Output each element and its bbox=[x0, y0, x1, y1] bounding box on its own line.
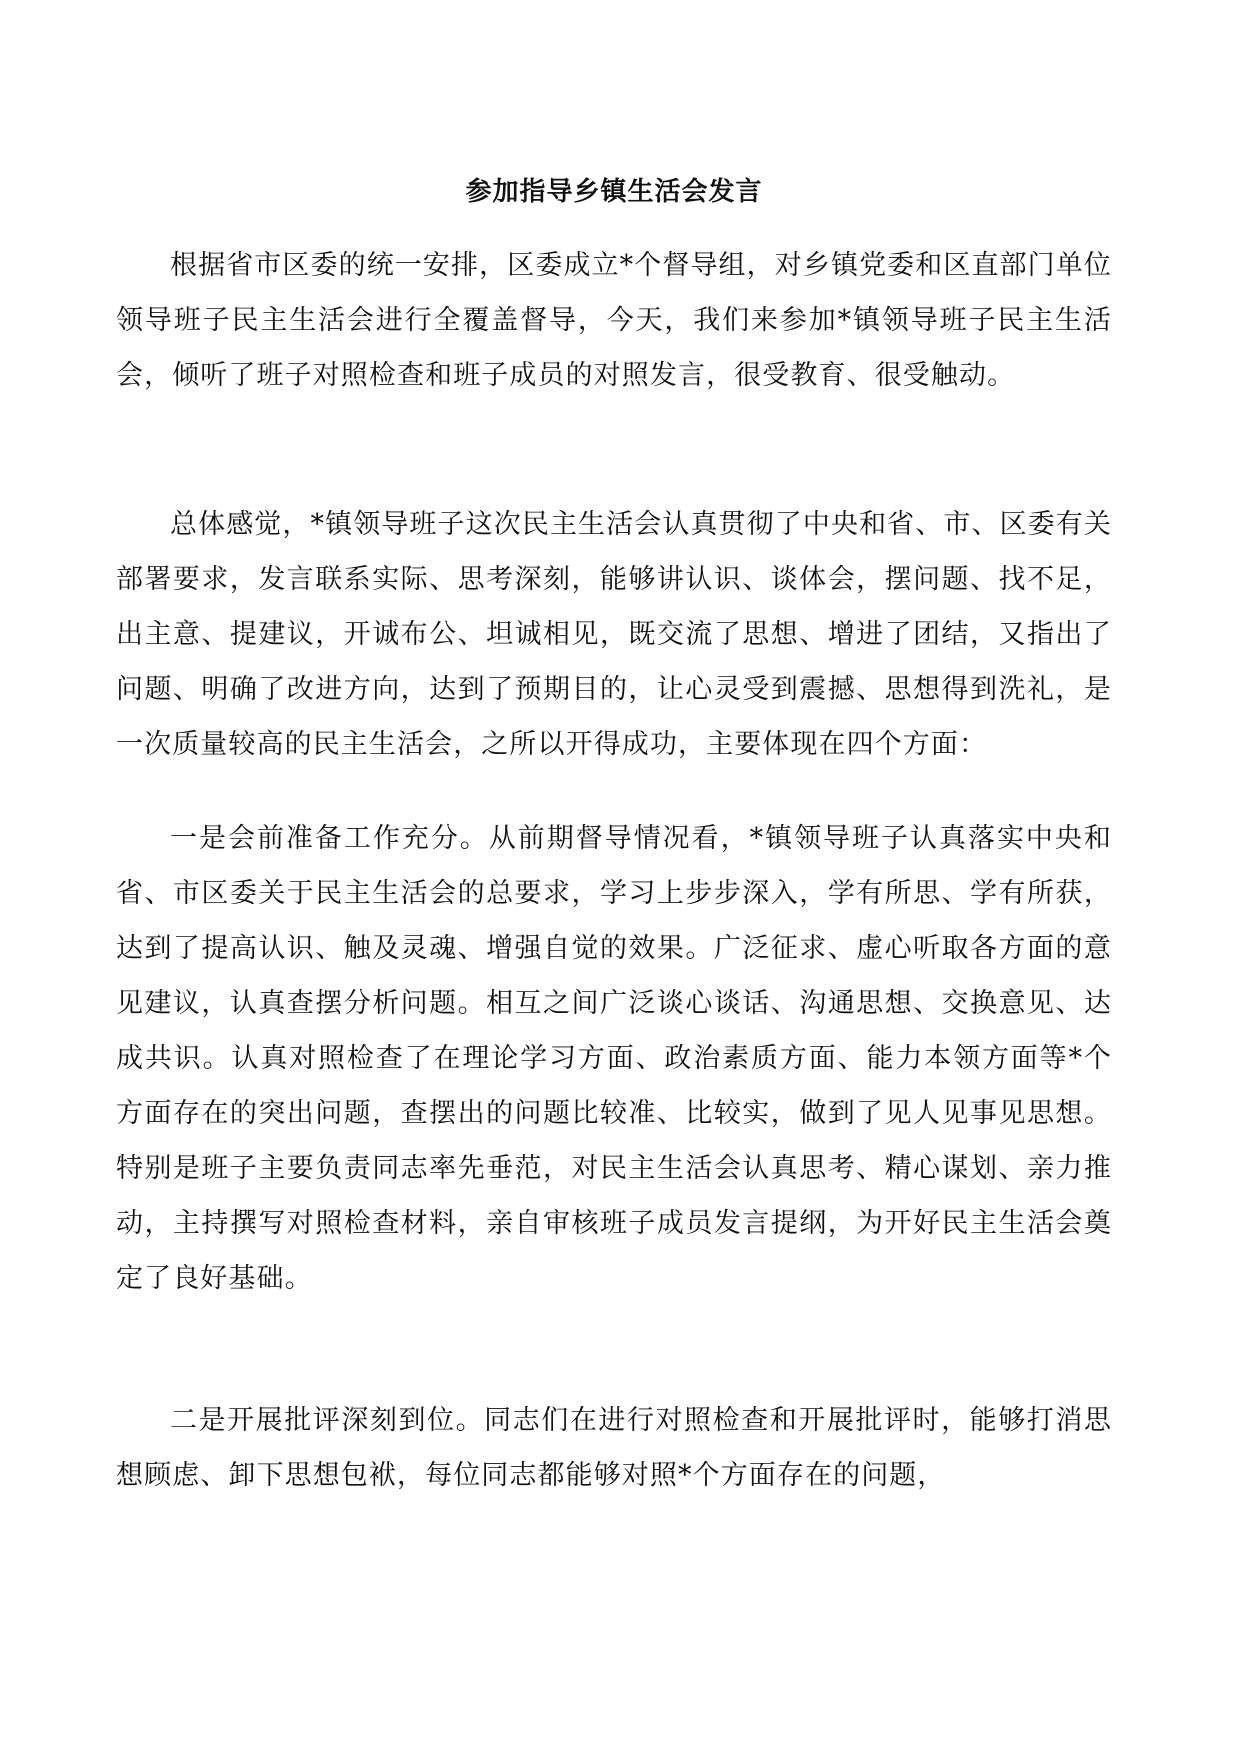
document-title: 参加指导乡镇生活会发言 bbox=[465, 177, 763, 207]
document-page bbox=[116, 0, 1112, 1754]
paragraph-overall: 总体感觉，*镇领导班子这次民主生活会认真贯彻了中央和省、市、区委有关部署要求，发言联系实际、思考深刻，能够讲认识、谈体会，摆问题、找不足，出主意、提建议，开诚布公、坦诚相见，既交流了思想、增进了团结，又指出了问题、明确了改进方向，达到了预期目的，让心灵受到震撼、思想得到洗礼，是一次质量较高的民主生活会，之所以开得成功，主要体现在四个方面： bbox=[116, 509, 1112, 760]
paragraph-intro: 根据省市区委的统一安排，区委成立*个督导组，对乡镇党委和区直部门单位领导班子民主生活会进行全覆盖督导，今天，我们来参加*镇领导班子民主生活会，倾听了班子对照检查和班子成员的对照发言，很受教育、很受触动。 bbox=[116, 250, 1112, 391]
paragraph-point-one: 一是会前准备工作充分。从前期督导情况看，*镇领导班子认真落实中央和省、市区委关于民主生活会的总要求，学习上步步深入，学有所思、学有所获，达到了提高认识、触及灵魂、增强自觉的效果。广泛征求、虚心听取各方面的意见建议，认真查摆分析问题。相互之间广泛谈心谈话、沟通思想、交换意见、达成共识。认真对照检查了在理论学习方面、政治素质方面、能力本领方面等*个方面存在的突出问题，查摆出的问题比较准、比较实，做到了见人见事见思想。特别是班子主要负责同志率先垂范，对民主生活会认真思考、精心谋划、亲力推动，主持撰写对照检查材料，亲自审核班子成员发言提纲，为开好民主生活会奠定了良好基础。 bbox=[116, 823, 1112, 1294]
paragraph-point-two: 二是开展批评深刻到位。同志们在进行对照检查和开展批评时，能够打消思想顾虑、卸下思想包袱，每位同志都能够对照*个方面存在的问题， bbox=[116, 1405, 1112, 1491]
